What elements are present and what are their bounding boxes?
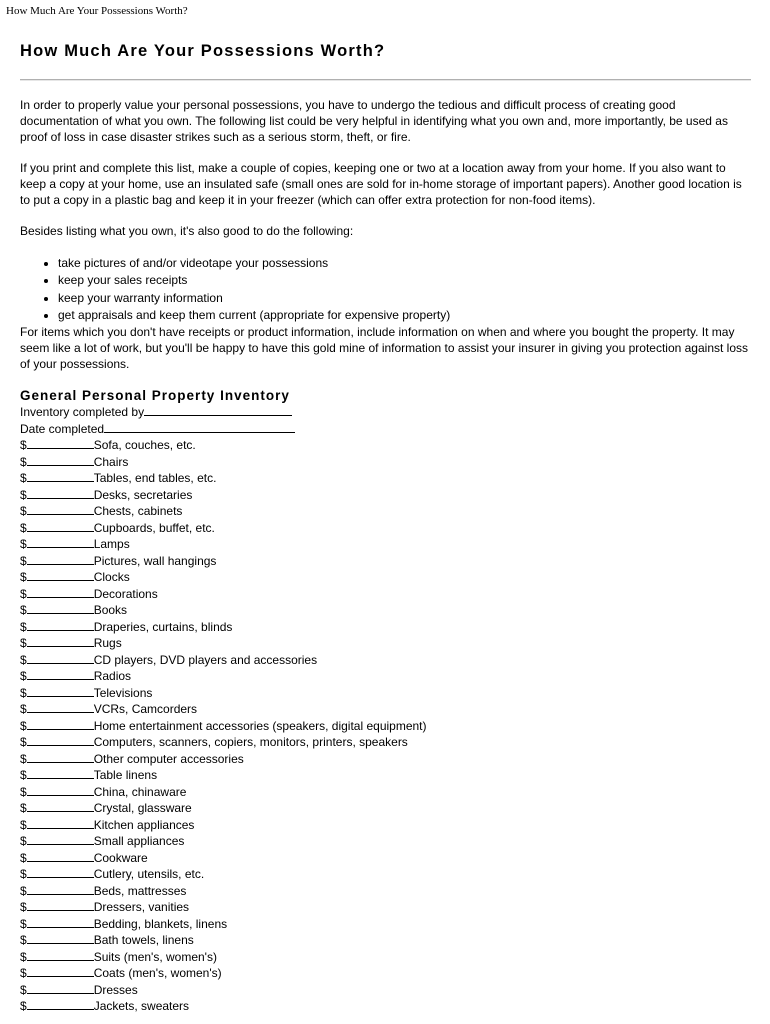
amount-blank[interactable] (27, 751, 94, 763)
amount-blank[interactable] (27, 718, 94, 730)
amount-blank[interactable] (27, 916, 94, 928)
inventory-item (20, 685, 752, 702)
inventory-item-label: Dressers, vanities (93, 900, 190, 915)
amount-blank[interactable] (27, 536, 94, 548)
amount-blank[interactable] (27, 619, 94, 631)
inventory-item-label: Chairs (93, 454, 129, 469)
currency-symbol: $ (20, 652, 27, 667)
inventory-item (20, 701, 752, 718)
inventory-heading: General Personal Property Inventory (20, 388, 290, 404)
inventory-item-label: Desks, secretaries (93, 487, 193, 502)
currency-symbol: $ (20, 438, 27, 453)
amount-blank[interactable] (27, 470, 94, 482)
inventory-item-label: Cookware (93, 850, 148, 865)
amount-blank[interactable] (27, 652, 94, 664)
inventory-item-label: Home entertainment accessories (speakers, digital equipment) (93, 718, 427, 733)
currency-symbol: $ (20, 982, 27, 997)
inventory-item-label: Clocks (93, 570, 130, 585)
currency-symbol: $ (20, 570, 27, 585)
inventory-item-label: Dresses (93, 982, 138, 997)
inventory-item (20, 586, 752, 603)
currency-symbol: $ (20, 718, 27, 733)
inventory-item-label: Crystal, glassware (93, 801, 192, 816)
inventory-list (20, 437, 752, 1015)
tip-item: • keep your sales receipts (58, 272, 752, 289)
currency-symbol: $ (20, 784, 27, 799)
inventory-item (20, 470, 752, 487)
inventory-item (20, 503, 752, 520)
inventory-item-label: Decorations (93, 586, 158, 601)
inventory-item (20, 487, 752, 504)
title-divider (20, 79, 751, 81)
amount-blank[interactable] (27, 767, 94, 779)
inventory-item-label: Pictures, wall hangings (93, 553, 217, 568)
amount-blank[interactable] (27, 437, 94, 449)
tip-item: • take pictures of and/or videotape your possessions (58, 255, 752, 272)
amount-blank[interactable] (27, 602, 94, 614)
amount-blank[interactable] (27, 569, 94, 581)
amount-blank[interactable] (27, 800, 94, 812)
inventory-item-label: China, chinaware (93, 784, 187, 799)
currency-symbol: $ (20, 933, 27, 948)
inventory-item (20, 850, 752, 867)
inventory-item (20, 454, 752, 471)
inventory-item (20, 767, 752, 784)
amount-blank[interactable] (27, 883, 94, 895)
browser-page-header: How Much Are Your Possessions Worth? (6, 5, 188, 17)
document-body (20, 40, 752, 1015)
currency-symbol: $ (20, 669, 27, 684)
currency-symbol: $ (20, 487, 27, 502)
currency-symbol: $ (20, 834, 27, 849)
amount-blank[interactable] (27, 784, 94, 796)
inventory-item (20, 982, 752, 999)
tip-item: • get appraisals and keep them current (appropriate for expensive property) (58, 307, 752, 324)
inventory-item-label: Cupboards, buffet, etc. (93, 520, 215, 535)
inventory-item (20, 602, 752, 619)
amount-blank[interactable] (27, 949, 94, 961)
completed-by-label: Inventory completed by (20, 405, 145, 420)
inventory-item (20, 899, 752, 916)
inventory-item-label: Small appliances (93, 834, 185, 849)
inventory-item-label: Rugs (93, 636, 122, 651)
storage-paragraph: If you print and complete this list, make a couple of copies, keeping one or two at a location away from your home. If you also want to keep a copy at your home, use an insulated safe (small ones are sold for in-home storage of important papers). Another good location is to put a copy in a plastic bag and keep it in your freezer (which can offer extra protection for non-food items). (20, 161, 742, 207)
completed-by-blank[interactable] (144, 404, 292, 416)
inventory-item (20, 536, 752, 553)
inventory-item-label: Suits (men's, women's) (93, 949, 217, 964)
amount-blank[interactable] (27, 635, 94, 647)
inventory-item (20, 619, 752, 636)
amount-blank[interactable] (27, 503, 94, 515)
amount-blank[interactable] (27, 850, 94, 862)
inventory-item (20, 833, 752, 850)
inventory-item-label: Kitchen appliances (93, 817, 195, 832)
inventory-item-label: Lamps (93, 537, 130, 552)
inventory-item (20, 866, 752, 883)
inventory-item-label: Bath towels, linens (93, 933, 194, 948)
date-completed-blank[interactable] (104, 421, 295, 433)
inventory-item (20, 949, 752, 966)
inventory-item-label: Table linens (93, 768, 158, 783)
amount-blank[interactable] (27, 734, 94, 746)
date-completed-label: Date completed (20, 421, 105, 436)
currency-symbol: $ (20, 916, 27, 931)
currency-symbol: $ (20, 520, 27, 535)
inventory-item-label: Jackets, sweaters (93, 999, 190, 1014)
inventory-item-label: Sofa, couches, etc. (93, 438, 196, 453)
currency-symbol: $ (20, 586, 27, 601)
inventory-item (20, 437, 752, 454)
inventory-item (20, 718, 752, 735)
currency-symbol: $ (20, 504, 27, 519)
currency-symbol: $ (20, 867, 27, 882)
amount-blank[interactable] (27, 833, 94, 845)
amount-blank[interactable] (27, 899, 94, 911)
date-completed-row (20, 421, 752, 438)
completed-by-row (20, 404, 752, 421)
amount-blank[interactable] (27, 520, 94, 532)
amount-blank[interactable] (27, 586, 94, 598)
inventory-item-label: Books (93, 603, 128, 618)
amount-blank[interactable] (27, 965, 94, 977)
inventory-item (20, 635, 752, 652)
inventory-item (20, 883, 752, 900)
inventory-item-label: Radios (93, 669, 132, 684)
intro-paragraph: In order to properly value your personal possessions, you have to undergo the tedious and difficult process of creating good documentation of what you own. The following list could be very helpful in identifying what you own and, more importantly, be used as proof of loss in case disaster strikes such as a serious storm, theft, or fire. (20, 98, 728, 144)
page-title: How Much Are Your Possessions Worth? (20, 42, 386, 60)
tip-item: • keep your warranty information (58, 290, 752, 307)
currency-symbol: $ (20, 883, 27, 898)
currency-symbol: $ (20, 999, 27, 1014)
inventory-item-label: Chests, cabinets (93, 504, 183, 519)
currency-symbol: $ (20, 636, 27, 651)
inventory-item (20, 569, 752, 586)
inventory-item (20, 668, 752, 685)
currency-symbol: $ (20, 537, 27, 552)
currency-symbol: $ (20, 685, 27, 700)
besides-paragraph: Besides listing what you own, it's also good to do the following: (20, 224, 354, 238)
currency-symbol: $ (20, 850, 27, 865)
inventory-item (20, 800, 752, 817)
inventory-item-label: Computers, scanners, copiers, monitors, printers, speakers (93, 735, 408, 750)
amount-blank[interactable] (27, 817, 94, 829)
currency-symbol: $ (20, 966, 27, 981)
amount-blank[interactable] (27, 998, 94, 1010)
currency-symbol: $ (20, 801, 27, 816)
amount-blank[interactable] (27, 685, 94, 697)
currency-symbol: $ (20, 817, 27, 832)
inventory-item-label: Cutlery, utensils, etc. (93, 867, 205, 882)
tips-list (20, 255, 752, 324)
currency-symbol: $ (20, 454, 27, 469)
inventory-item-label: Beds, mattresses (93, 883, 187, 898)
amount-blank[interactable] (27, 982, 94, 994)
inventory-item-label: Coats (men's, women's) (93, 966, 222, 981)
currency-symbol: $ (20, 603, 27, 618)
inventory-item (20, 520, 752, 537)
inventory-item-label: CD players, DVD players and accessories (93, 652, 318, 667)
inventory-item-label: Draperies, curtains, blinds (93, 619, 233, 634)
inventory-item (20, 817, 752, 834)
currency-symbol: $ (20, 768, 27, 783)
inventory-item-label: Tables, end tables, etc. (93, 471, 217, 486)
inventory-item (20, 553, 752, 570)
inventory-item (20, 734, 752, 751)
inventory-item (20, 965, 752, 982)
currency-symbol: $ (20, 619, 27, 634)
inventory-item-label: Televisions (93, 685, 153, 700)
inventory-item (20, 652, 752, 669)
inventory-item-label: Bedding, blankets, linens (93, 916, 228, 931)
inventory-item (20, 784, 752, 801)
inventory-item (20, 751, 752, 768)
inventory-item-label: VCRs, Camcorders (93, 702, 198, 717)
currency-symbol: $ (20, 702, 27, 717)
amount-blank[interactable] (27, 454, 94, 466)
inventory-item (20, 932, 752, 949)
inventory-item-label: Other computer accessories (93, 751, 244, 766)
inventory-item (20, 998, 752, 1015)
amount-blank[interactable] (27, 932, 94, 944)
amount-blank[interactable] (27, 487, 94, 499)
currency-symbol: $ (20, 471, 27, 486)
inventory-item (20, 916, 752, 933)
currency-symbol: $ (20, 949, 27, 964)
receipts-paragraph: For items which you don't have receipts or product information, include information on when and where you bought the property. It may seem like a lot of work, but you'll be happy to have this gold mine of information to assist your insurer in giving you protection against loss of your possessions. (20, 325, 749, 372)
amount-blank[interactable] (27, 866, 94, 878)
currency-symbol: $ (20, 553, 27, 568)
currency-symbol: $ (20, 735, 27, 750)
currency-symbol: $ (20, 751, 27, 766)
amount-blank[interactable] (27, 668, 94, 680)
currency-symbol: $ (20, 900, 27, 915)
amount-blank[interactable] (27, 701, 94, 713)
amount-blank[interactable] (27, 553, 94, 565)
